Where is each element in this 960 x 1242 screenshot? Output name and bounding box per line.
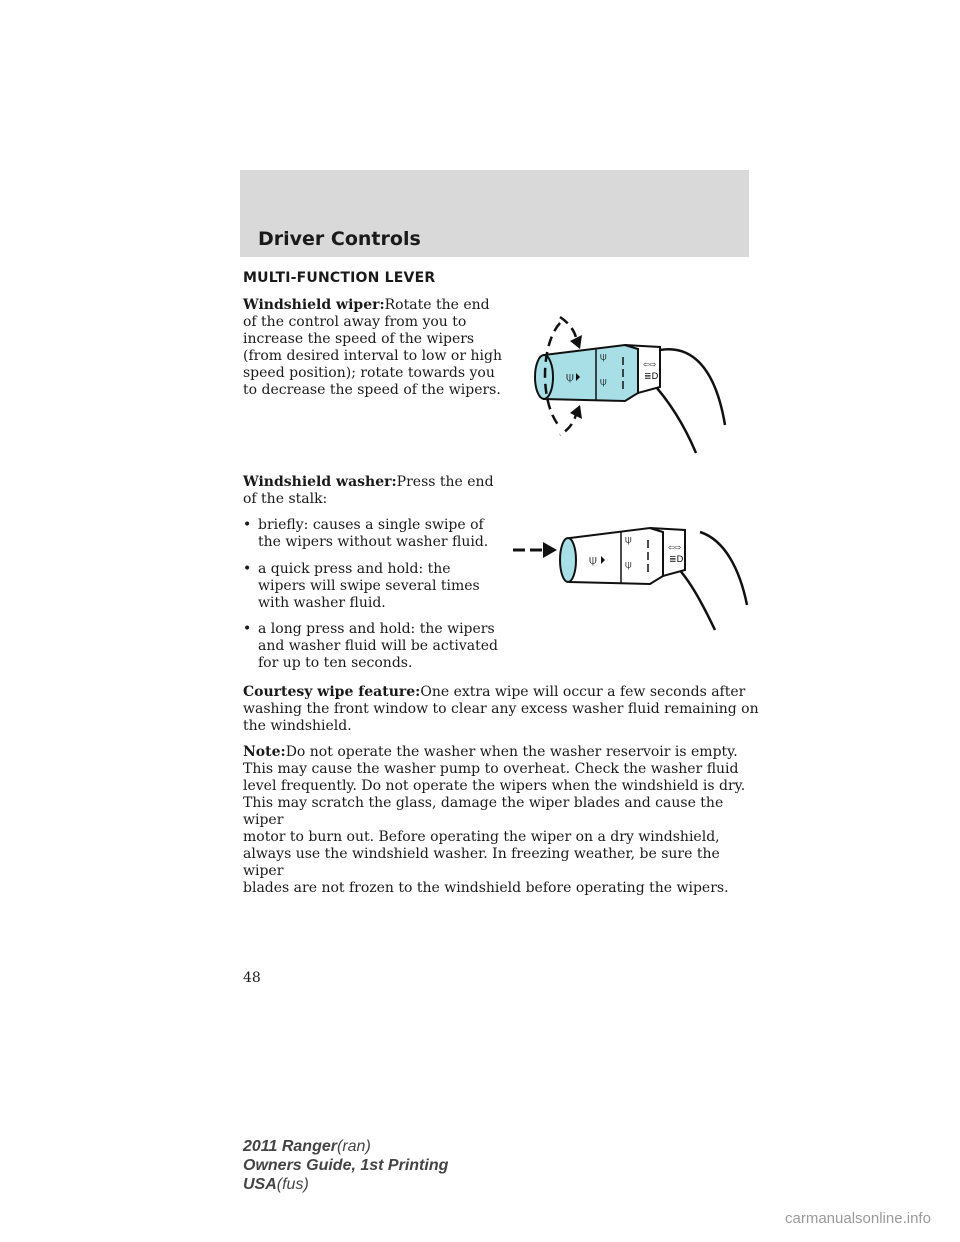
wiper-symbol-icon: ⍦ — [625, 558, 632, 571]
arrow-head-icon — [570, 335, 582, 349]
watermark-link[interactable]: carmanualsonline.info — [785, 1210, 931, 1227]
wiper-line: of the control away from you to — [243, 314, 467, 330]
bullet-line: briefly: causes a single swipe of — [258, 517, 484, 533]
stalk-lower-line — [675, 565, 715, 630]
note-label: Note: — [243, 744, 286, 760]
list-item — [243, 561, 498, 612]
section-heading: MULTI-FUNCTION LEVER — [243, 270, 436, 286]
wiper-line: increase the speed of the wipers — [243, 331, 475, 347]
wiper-label: Windshield wiper: — [243, 297, 385, 313]
washer-line: of the stalk: — [243, 491, 328, 507]
wiper-line: Rotate the end — [384, 297, 490, 313]
note-line: motor to burn out. Before operating the wiper on a dry windshield, — [243, 829, 720, 845]
courtesy-line: washing the front window to clear any excess washer fluid remaining on — [243, 701, 759, 717]
lever-barrel — [570, 528, 663, 584]
wiper-symbol-icon: ⍦ — [566, 370, 574, 385]
stalk-upper-line — [700, 532, 747, 605]
note-line: always use the windshield washer. In freezing weather, be sure the wiper — [243, 846, 720, 879]
wiper-symbol-icon: ⍦ — [625, 533, 632, 546]
footer-market: USA — [243, 1176, 277, 1193]
wiper-line: to decrease the speed of the wipers. — [243, 382, 501, 398]
washer-paragraph — [243, 474, 503, 508]
footer-model: 2011 Ranger — [243, 1138, 337, 1155]
footer-code: (ran) — [336, 1138, 371, 1155]
wiper-symbol-icon: ⍦ — [600, 375, 607, 388]
wiper-symbol-icon: ⍦ — [600, 350, 607, 363]
courtesy-line: One extra wipe will occur a few seconds after — [420, 684, 746, 700]
note-line: blades are not frozen to the windshield before operating the wipers. — [243, 880, 729, 896]
wiper-symbol-icon: ⍦ — [589, 553, 597, 568]
wiper-paragraph — [243, 297, 503, 399]
stalk-upper-line — [660, 349, 725, 425]
note-line: This may cause the washer pump to overheat. Check the washer fluid — [243, 761, 739, 777]
note-paragraph — [243, 744, 763, 897]
washer-line: Press the end — [396, 474, 494, 490]
headlamp-icon: ≣D — [669, 555, 684, 565]
footer — [243, 1137, 448, 1194]
headlamp-icon: ≣D — [644, 372, 659, 382]
bullet-line: the wipers without washer fluid. — [258, 534, 489, 550]
bullet-marker: • — [243, 561, 252, 577]
list-item — [243, 621, 498, 672]
note-line: level frequently. Do not operate the wipers when the windshield is dry. — [243, 778, 746, 794]
arrow-head-icon — [543, 542, 557, 558]
bullet-line: with washer fluid. — [258, 595, 386, 611]
bullet-line: and washer fluid will be activated — [258, 638, 498, 654]
courtesy-paragraph — [243, 684, 763, 735]
bullet-line: a long press and hold: the wipers — [258, 621, 495, 637]
lever-barrel — [544, 345, 638, 401]
page-title: Driver Controls — [258, 228, 421, 250]
wiper-line: speed position); rotate towards you — [243, 365, 495, 381]
lever-rotate-illustration — [520, 305, 730, 455]
bullet-line: a quick press and hold: the — [258, 561, 451, 577]
footer-edition: Owners Guide, 1st Printing — [243, 1157, 449, 1174]
lever-end-cap — [560, 538, 576, 582]
wiper-line: (from desired interval to low or high — [243, 348, 502, 364]
turn-signal-icon: ⇦⇨ — [668, 543, 682, 552]
note-line: This may scratch the glass, damage the wiper blades and cause the wiper — [243, 795, 724, 828]
note-line: Do not operate the washer when the washer reservoir is empty. — [285, 744, 738, 760]
footer-market-code: (fus) — [276, 1176, 309, 1193]
page-number: 48 — [243, 970, 261, 986]
lever-press-illustration — [505, 510, 755, 635]
bullet-marker: • — [243, 517, 252, 533]
bullet-line: wipers will swipe several times — [258, 578, 480, 594]
courtesy-line: the windshield. — [243, 718, 352, 734]
turn-signal-icon: ⇦⇨ — [643, 360, 657, 369]
courtesy-label: Courtesy wipe feature: — [243, 684, 421, 700]
bullet-marker: • — [243, 621, 252, 637]
washer-label: Windshield washer: — [243, 474, 397, 490]
list-item — [243, 517, 498, 551]
bullet-line: for up to ten seconds. — [258, 655, 413, 671]
